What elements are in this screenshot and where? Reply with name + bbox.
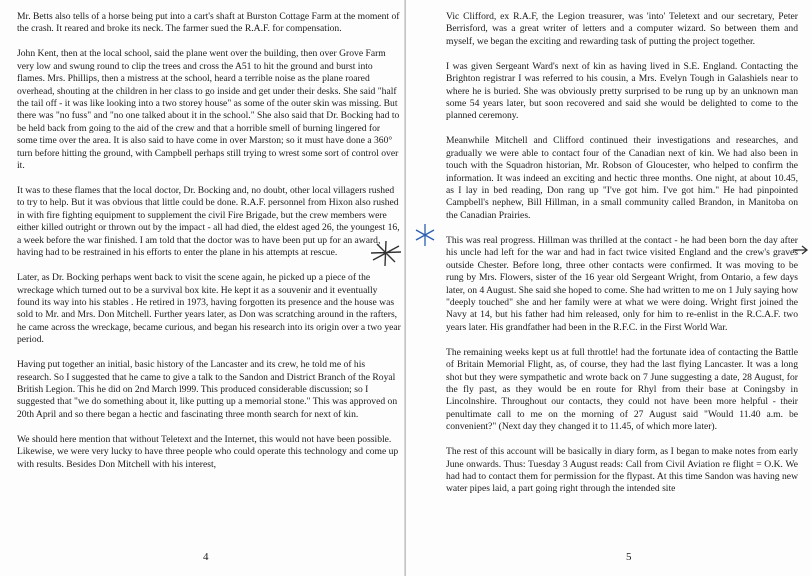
paragraph: The rest of this account will be basically in diary form, as I began to make notes from early June onwards. Thus: Tuesday 3 August reads: Call from Civil Aviation re flight = O.K. We had had to contact them for permission for the flypast. At this time Sandon was having new water pipes laid, a part going right through the intended site — [446, 446, 798, 495]
page-number: 4 — [203, 551, 209, 563]
paragraph: This was real progress. Hillman was thrilled at the contact - he had been born the day after his uncle had left for the war and had in fact twice visited England and the crew's graves outside Chester. Before long, three other contacts were confirmed. It was moving to be rung by Mrs. Flowers, sister of the 16 year old Sergeant Wright, from Ontario, a few days later, on 4 August. She said she hoped to come. She had written to me on 1 July saying how "deeply touched" she and her family were at what we were doing. Wright first joined the Navy at 14, but his father had him released, only for him to re-enlist in the R.C.A.F. two years later. His grandfather had been in the R.F.C. in the First World War. — [446, 234, 798, 333]
paragraph: Meanwhile Mitchell and Clifford continued their investigations and researches, and gradually we were able to contact four of the Canadian next of kin. We had also been in touch with the Squadron historian, Mr. Robson of Gloucester, who helped to confirm the information. It was indeed an exciting and hectic three months. One night, at about 10.45, as I lay in bed reading, Don rang up "I've got him. I've got him." He had pinpointed Campbell's nephew, Bill Hillman, in a small community called Brandon, in Manitoba on the Canadian Prairies. — [446, 135, 798, 221]
right-page — [406, 0, 811, 576]
paragraph: The remaining weeks kept us at full throttle! had the fortunate idea of contacting the Battle of Britain Memorial Flight, as, of course, they had the last flying Lancaster. It was a long shot but they were sympathetic and wrote back on 7 June suggesting a date, 28 August, for the fly past, as they would be en route for Rhyl from their base at Coningsby in Lincolnshire. Throughout our contacts, they could not have been more helpful - their penultimate call to me on the morning of 27 August said "Would 11.40 a.m. be convenient?" (Next day they changed it to 11.45, of which more later). — [446, 346, 798, 433]
pencil-asterisk-mark-icon — [369, 238, 403, 268]
paragraph: Having put together an initial, basic history of the Lancaster and its crew, he told me of his research. So I suggested that he came to give a talk to the Sandon and District Branch of the Royal British Legion. This he did on 2nd March l999. This produced considerable discussion; so I suggested that "we do something about it, like putting up a memorial stone." This was approved on 20th April and so there began a hectic and fascinating three month search for next of kin. — [17, 359, 398, 420]
paragraph: Vic Clifford, ex R.A.F, the Legion treasurer, was 'into' Teletext and our secretary, Peter Berrisford, was a great writer of letters and a computer wizard. So between them and myself, we began the exciting and rewarding task of putting the project together. — [446, 11, 798, 47]
paragraph: It was to these flames that the local doctor, Dr. Bocking and, no doubt, other local villagers rushed to try to help. But it was obvious that little could be done. R.A.F. personnel from Hixon also rushed in with fire fighting equipment to supplement the civil Fire Brigade, but the crew members were either killed outright or thrown out by the impact - all had died, the eldest aged 26, the youngest 16, a week before the war finished. I am told that the doctor was to have been put up for an award, having had to be restrained in his efforts to enter the plane in his attempts at rescue. — [17, 185, 400, 259]
paragraph: Later, as Dr. Bocking perhaps went back to visit the scene again, he picked up a piece of the wreckage which turned out to be a survival box kite. He kept it as a souvenir and it eventually found its way into his stables . He retired in 1973, having forgotten its presence and the house was sold to Mr. and Mrs. Don Mitchell. Further years later, as Don was scratching around in the rafters, he came across the wreckage, became curious, and began his research into its origin over a two year period. — [17, 272, 401, 346]
pencil-arrow-mark-icon — [792, 244, 810, 256]
page-number: 5 — [626, 551, 632, 563]
left-page-text — [17, 11, 401, 484]
paragraph: I was given Sergeant Ward's next of kin as having lived in S.E. England. Contacting the Brighton registrar I was referred to his cousin, a Mrs. Evelyn Tough in Galashiels near to where he is buried. She was obviously pretty surprised to be rung up by an unknown man some 54 years later, but soon recovered and said she would be delighted to come to the planned ceremony. — [446, 60, 798, 122]
blue-asterisk-mark-icon — [414, 222, 436, 248]
left-page — [0, 0, 405, 576]
right-page-text — [446, 11, 798, 508]
paragraph: We should here mention that without Teletext and the Internet, this would not have been possible. Likewise, we were very lucky to have three people who could operate this technology and come up with results. Besides Don Mitchell with his interest, — [17, 433, 399, 470]
paragraph: Mr. Betts also tells of a horse being put into a cart's shaft at Burston Cottage Farm at the moment of the crash. It reared and broke its neck. The farmer sued the R.A.F. for compensation. — [17, 11, 400, 35]
paragraph: John Kent, then at the local school, said the plane went over the building, then over Grove Farm very low and swung round to clip the trees and cross the A51 to hit the ground and burst into flames. Mrs. Phillips, then a mistress at the school, heard a terrible noise as the plane roared overhead, shouting at the children in her class to go inside and get under their desks. She said "half the tail off - it was like looking into a two storey house" as some of the outer skin was missing. But there was "no fuss" and "no one talked about it in the school." She also said that Dr. Bocking had to be held back from going to the aid of the crew and that a horrible smell of burning lingered for some time over the area. It is also said to have come in over Marston; so it must have done a 360° turn before hitting the ground, with Campbell perhaps still trying to wrest some sort of control over it. — [17, 48, 400, 172]
